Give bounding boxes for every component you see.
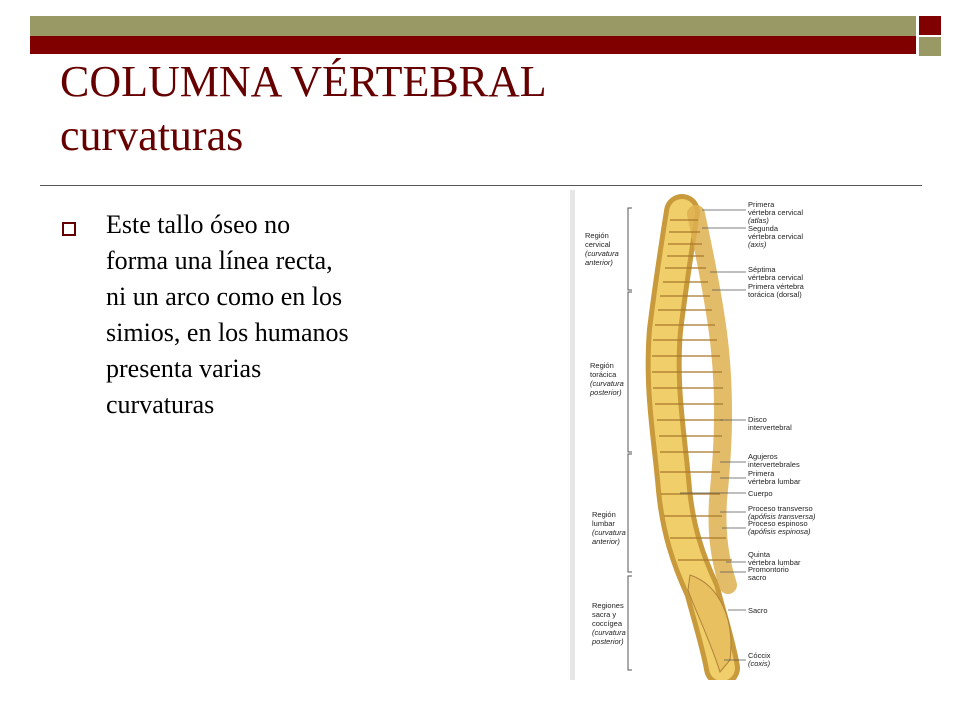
- slide-title-line1: COLUMNA VÉRTEBRAL: [60, 57, 547, 106]
- right-label-line: torácica (dorsal): [748, 290, 802, 299]
- slide-title: [60, 55, 920, 163]
- right-label-body: [748, 489, 773, 498]
- left-label-line: (curvatura: [585, 249, 619, 258]
- left-label-line: (curvatura: [592, 628, 626, 637]
- left-label-line: (curvatura: [592, 528, 626, 537]
- right-label-line: (atlas): [748, 216, 769, 225]
- left-label-line: posterior): [592, 637, 624, 646]
- left-label-sacral: [591, 601, 626, 646]
- right-label-line: Cóccix: [748, 651, 771, 660]
- slide-title-line2: curvaturas: [60, 111, 244, 160]
- right-label-line: Agujeros: [748, 452, 778, 461]
- left-label-line: anterior): [592, 537, 620, 546]
- right-label-line: Primera: [748, 469, 775, 478]
- left-label-line: Región: [592, 510, 616, 519]
- right-label-line: intervertebrales: [748, 460, 800, 469]
- left-label-line: coccígea: [592, 619, 623, 628]
- right-label-line: Séptima: [748, 265, 776, 274]
- bullet-line: curvaturas: [106, 390, 215, 419]
- right-label-line: Proceso transverso: [748, 504, 813, 513]
- right-label-line: (apófisis espinosa): [748, 527, 811, 536]
- right-label-line: Primera: [748, 200, 775, 209]
- right-label-line: Primera vértebra: [748, 282, 804, 291]
- right-label-line: Sacro: [748, 606, 768, 615]
- right-label-line: (axis): [748, 240, 767, 249]
- corner-square-maroon: [919, 16, 941, 35]
- right-label-line: (apófisis transversa): [748, 512, 816, 521]
- right-label-line: vértebra cervical: [748, 232, 804, 241]
- top-olive-stripe: [30, 16, 916, 36]
- right-label-line: Quinta: [748, 550, 771, 559]
- right-label-line: intervertebral: [748, 423, 792, 432]
- left-label-line: (curvatura: [590, 379, 624, 388]
- right-label-coccyx: [748, 651, 771, 668]
- left-label-line: torácica: [590, 370, 617, 379]
- left-label-line: sacra y: [592, 610, 617, 619]
- right-label-line: Promontorio: [748, 565, 789, 574]
- right-label-line: (coxis): [748, 659, 771, 668]
- corner-square-olive: [919, 37, 941, 56]
- right-label-line: vértebra lumbar: [748, 558, 801, 567]
- title-divider: [40, 185, 922, 186]
- top-decor-bar: [30, 16, 916, 54]
- bullet-text: [106, 207, 466, 423]
- right-label-line: vértebra cervical: [748, 208, 804, 217]
- left-label-line: Regiones: [592, 601, 624, 610]
- hollow-square-bullet-icon: [62, 222, 76, 236]
- bullet-line: ni un arco como en los: [106, 282, 343, 311]
- left-label-line: lumbar: [592, 519, 615, 528]
- bullet-line: simios, en los humanos: [106, 318, 349, 347]
- right-label-line: Disco: [748, 415, 767, 424]
- spine-illustration: [570, 190, 860, 680]
- spine-svg: [570, 190, 860, 680]
- bullet-line: Este tallo óseo no: [106, 210, 291, 239]
- right-label-sacrum: [748, 606, 768, 615]
- left-label-line: anterior): [585, 258, 613, 267]
- bullet-line: forma una línea recta,: [106, 246, 333, 275]
- right-label-line: Segunda: [748, 224, 779, 233]
- top-maroon-stripe: [30, 36, 916, 54]
- right-label-line: Proceso espinoso: [748, 519, 808, 528]
- right-label-t1: [748, 282, 805, 299]
- left-label-line: posterior): [590, 388, 622, 397]
- right-label-line: Cuerpo: [748, 489, 773, 498]
- left-label-line: Región: [590, 361, 614, 370]
- bullet-line: presenta varias: [106, 354, 262, 383]
- left-label-line: cervical: [585, 240, 611, 249]
- left-label-line: Región: [585, 231, 609, 240]
- right-label-line: sacro: [748, 573, 767, 582]
- right-label-line: vértebra cervical: [748, 273, 804, 282]
- right-label-line: vértebra lumbar: [748, 477, 801, 486]
- right-label-spinous: [748, 519, 811, 536]
